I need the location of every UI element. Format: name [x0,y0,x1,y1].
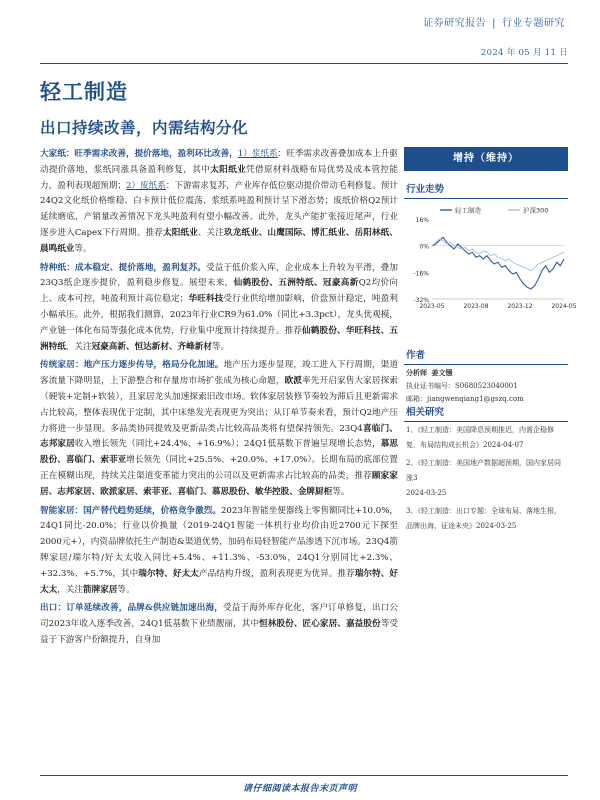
paragraph-smart-home [40,504,398,599]
related-title[interactable]: 3、《轻工制造：出口专题：全球布局、落地生根，品牌出海、征途未央》 [406,507,561,530]
para-sub: 2）废纸系 [125,180,166,191]
industry-name: 轻工制造 [40,79,128,104]
report-type: 证券研究报告 [423,18,487,29]
company-name: 华旺科技 [188,294,224,305]
company-name: 玖龙纸业、山鹰国际、博汇纸业、岳阳林纸、晨鸣纸业 [40,227,398,254]
report-header [420,14,568,29]
y-tick-label: 0% [419,243,429,251]
paragraph-traditional-furniture [40,358,398,500]
para-text: 等。 [332,486,350,497]
paragraph-household-paper [40,147,398,258]
related-list [406,423,566,537]
company-name: 仙鹤股份、五洲特纸、冠豪高新 [233,278,359,289]
legend-label: 沪深300 [523,206,549,215]
para-lead: 智能家居：国产替代趋势延续，价格竞争激烈。 [40,505,221,516]
para-text: 率先开启家售大家居探索（硬装+定制+软装），且家居龙头加速探索旧改市场。软体家居装修节奏较为滞后且更新需求占比较高，整体表现优于定制，其中床垫发光表现更为突出；从订单节奏来看，预计Q2地产压力将进一步显现。多品类协同提效及更新品类占比较高品类将有望保持领先。23Q4 [40,376,398,434]
company-name: 太阳纸业 [163,227,198,238]
related-title[interactable]: 2、《轻工制造：美国地产数据超预期，国内家居同涨3 [406,459,561,482]
related-heading: 相关研究 [404,404,568,422]
para-text: 地产压力逐步显现，竣工进入下行周期，渠道客流量下降明显，上下游整合和存量房市场扩张成为核心命题， [40,360,398,387]
x-tick-label: 2023-08 [463,303,489,310]
y-tick-label: 16% [415,217,429,224]
para-text: 等。 [74,243,92,254]
para-lead: 传统家居：地产压力逐步传导，格局分化加速。 [40,360,224,371]
author-heading: 作者 [404,347,568,365]
footer-disclaimer: 请仔细阅读本报告末页声明 [242,784,357,794]
report-category: 行业专题研究 [502,18,565,29]
related-date: 2024-03-25 [476,522,517,530]
series-line-csi300 [432,239,564,271]
company-name: 箭牌家居 [83,584,118,595]
para-text: 等。 [211,341,230,352]
header-divider [40,63,568,64]
company-name: 喜临门、志邦家居 [40,423,398,450]
related-date: 2024-04-07 [483,441,524,449]
y-tick-label: -16% [413,270,429,278]
company-name: 冠豪高新、恒达新材、齐峰新材 [91,341,212,352]
cert-label: 执业证书编号： [406,382,455,390]
sidebar [404,147,577,317]
header-separator: | [492,18,496,29]
x-tick-label: 2023-12 [507,303,533,310]
legend-label: 轻工制造 [455,206,481,215]
para-text: 产品结构升级，盈利表现更为优异。推荐 [198,568,355,579]
series-line-light-industry [432,237,564,289]
analyst-label: 分析师 [406,368,427,377]
report-date: 2024 年 05 月 11 日 [480,48,568,58]
company-name: 恒林股份、匠心家居、嘉益股份 [259,619,381,630]
related-date: 2024-03-25 [406,489,447,497]
para-text: 等。 [117,584,135,595]
company-name: 瑞尔特、好太太 [40,568,398,595]
related-item[interactable] [406,423,566,453]
para-lead: 特种纸：成本稳定、提价落地，盈利复苏。 [40,262,206,273]
para-text: 、关注 [197,227,224,238]
x-tick-label: 2023-05 [419,303,445,310]
company-name: 欧派 [284,376,303,387]
cert-number: S0680523040001 [455,382,518,390]
main-body [40,147,398,652]
email-address[interactable]: jiangwenqiang1@gszq.com [427,395,524,403]
para-text: 凭借原材料战略布局优势及成本管控能力，盈利表现超预期； [40,164,398,191]
para-text: 受益于低价浆入库，企业成本上升较为平滑，叠加23Q3纸企逐步提价，盈利稳步修复。展望未来， [40,262,398,289]
x-tick-label: 2024-05 [551,303,577,310]
para-text: ：旺季需求改善叠加成本上升驱动提价落地，浆纸同涨具备盈利修复，其中 [40,149,398,175]
company-name: 瑞尔特、好太太 [138,568,199,579]
paragraph-specialty-paper [40,261,398,356]
y-tick-label: -32% [413,297,429,304]
para-sub: 1）浆纸系 [237,149,278,159]
company-name: 慕思股份、喜临门、索菲亚 [40,439,398,466]
para-text: ：下游需求复苏，产业库存低位驱动提价带动毛利修复。预计24Q2文化纸价格维稳、白卡预计低位震荡、浆纸系吨盈利预计呈下滑态势；废纸价格Q2预计延续磨底，产销量改善情况下龙头吨盈利有望小幅改善。此外，龙头产能扩张接近尾声，行业逐步进入Capex下行周期。推荐 [40,180,398,238]
para-text: ，关注 [65,341,92,352]
report-title: 出口持续改善，内需结构分化 [40,118,249,137]
analyst-name: 姜文镪 [431,368,453,377]
email-label: 邮箱： [406,395,427,403]
related-item[interactable] [406,456,566,501]
para-text: 2023年智能坐便器线上零售额同比+10.0%，24Q1同比-20.0%；行业以价换量（2019-24Q1智能一体机行业均价由近2700元下探至2000元+），内资品牌依托生产制造&渠道优势，加码布局轻智能产品渗透下沉市场。23Q4箭牌家居/瑞尔特/好太太收入同比+5.4%、+11.3%、-53.0%，24Q1分别同比+2.3%、+32.3%、+5.7%，其中 [40,505,398,579]
para-text: 等受益于下游客户份额提升，自身加 [40,619,398,645]
related-title[interactable]: 1、《轻工制造：美国降息预期推迟，内需企稳修复，布局结构成长机会》 [406,426,554,449]
author-info [406,366,524,406]
para-text: 收入增长领先（同比+24.4%、+16.9%）；24Q1低基数下普遍呈现增长态势， [74,439,381,450]
rating-badge: 增持（维持） [404,147,568,171]
para-lead: 出口：订单延续改善，品牌&供应链加速出海， [40,603,224,614]
trend-chart [404,203,577,317]
company-name: 仙鹤股份、华旺科技、五洲特纸 [40,325,398,352]
footer-divider [40,775,568,776]
para-text: 受益于海外库存化化，客户订单修复，出口公司2023年收入逐季改善，24Q1低基数下业绩靓丽，其中 [40,603,398,630]
para-text: ，关注 [57,584,83,595]
company-name: 顾家家居、志邦家居、欧派家居、索菲亚、喜临门、慕思股份、敏华控股、金牌厨柜 [40,470,398,497]
trend-heading: 行业走势 [404,179,568,199]
para-text: 增长领先（同比+25.5%、+20.0%、+17.0%）。长期布局的底部位置正在模糊出现，持续关注渠道变革能力突出的公司以及更新需求占比较高的品类，推荐 [40,455,398,481]
para-lead: 大家纸：旺季需求改善，提价落地，盈利环比改善， [40,149,238,159]
para-text: Q2均价向上、成本可控，吨盈利预计高位稳定； [40,278,399,305]
para-text: 受行业供给增加影响，价盘预计稳定，吨盈利小幅承压。此外，根据我们测算，2023年行业CR9为61.0%（同比+3.3pct），龙头优观模，产业链一体化布局等强化成本优势，行业集中度预计持续提升。推荐 [40,294,398,336]
trend-chart-svg [404,203,577,313]
paragraph-export [40,601,398,648]
related-item[interactable] [406,504,566,534]
company-name: 太阳纸业 [210,164,247,175]
